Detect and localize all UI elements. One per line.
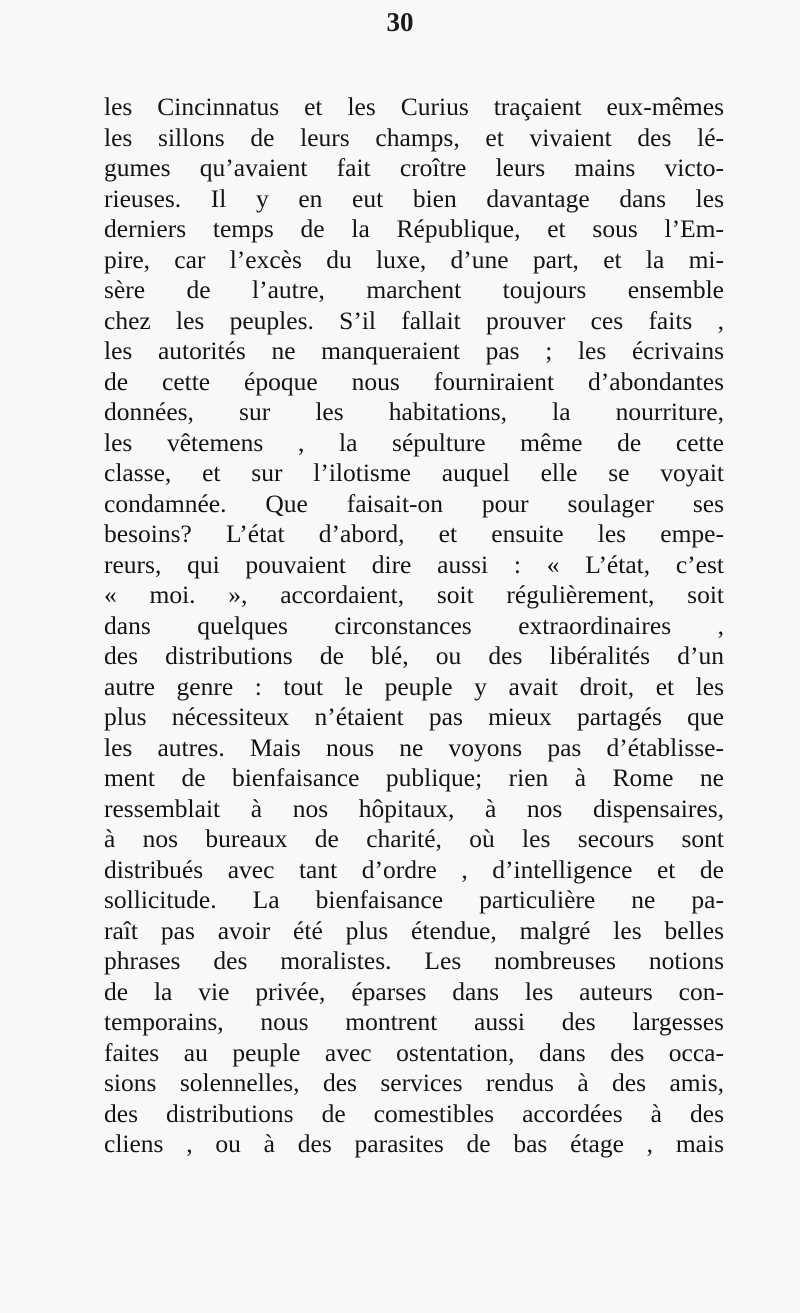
text-line: gumes qu’avaient fait croître leurs mains victo- (104, 153, 724, 182)
text-line: sollicitude. La bienfaisance particulière ne pa- (104, 885, 724, 914)
text-line: les sillons de leurs champs, et vivaient des lé- (104, 122, 724, 152)
text-line: condamnée. Que faisait-on pour soulager ses (104, 488, 724, 518)
text-line: distribués avec tant d’ordre , d’intelligence et de (104, 854, 724, 884)
text-line: rieuses. Il y en eut bien davantage dans les (104, 183, 724, 213)
text-line: derniers temps de la République, et sous l’Em- (104, 214, 724, 243)
text-line: sère de l’autre, marchent toujours ensemble (104, 275, 724, 304)
text-line: faites au peuple avec ostentation, dans des occa- (104, 1037, 724, 1067)
text-line: sions solennelles, des services rendus à des amis, (104, 1068, 724, 1097)
text-line: reurs, qui pouvaient dire aussi : « L’état, c’est (104, 549, 724, 579)
page-number: 30 (386, 7, 414, 37)
text-line: ment de bienfaisance publique; rien à Rome ne (104, 763, 724, 792)
text-line: dans quelques circonstances extraordinaires , (104, 610, 724, 640)
text-line: cliens , ou à des parasites de bas étage , mais (104, 1129, 724, 1158)
text-line: de cette époque nous fourniraient d’abondantes (104, 366, 724, 396)
text-line: ressemblait à nos hôpitaux, à nos dispensaires, (104, 793, 724, 823)
text-line: raît pas avoir été plus étendue, malgré les belles (104, 915, 724, 945)
body-text (104, 92, 724, 1160)
text-line: pire, car l’excès du luxe, d’une part, et la mi- (104, 244, 724, 274)
text-line: de la vie privée, éparses dans les auteurs con- (104, 976, 724, 1006)
text-line: à nos bureaux de charité, où les secours sont (104, 824, 724, 853)
text-line: des distributions de blé, ou des libéralités d’un (104, 641, 724, 670)
text-line: les Cincinnatus et les Curius traçaient eux-mêmes (104, 92, 724, 121)
text-line: des distributions de comestibles accordées à des (104, 1098, 724, 1128)
text-line: besoins? L’état d’abord, et ensuite les empe- (104, 519, 724, 548)
text-line: temporains, nous montrent aussi des largesses (104, 1007, 724, 1036)
text-line: les vêtemens , la sépulture même de cette (104, 427, 724, 457)
text-line: données, sur les habitations, la nourriture, (104, 397, 724, 426)
text-line: « moi. », accordaient, soit régulièrement, soit (104, 580, 724, 609)
text-line: les autorités ne manqueraient pas ; les écrivains (104, 336, 724, 365)
text-line: phrases des moralistes. Les nombreuses notions (104, 946, 724, 975)
text-line: les autres. Mais nous ne voyons pas d’établisse- (104, 732, 724, 762)
text-line: plus nécessiteux n’étaient pas mieux partagés que (104, 702, 724, 731)
text-line: autre genre : tout le peuple y avait droit, et les (104, 671, 724, 701)
text-line: chez les peuples. S’il fallait prouver ces faits , (104, 305, 724, 335)
text-line: classe, et sur l’ilotisme auquel elle se voyait (104, 458, 724, 487)
